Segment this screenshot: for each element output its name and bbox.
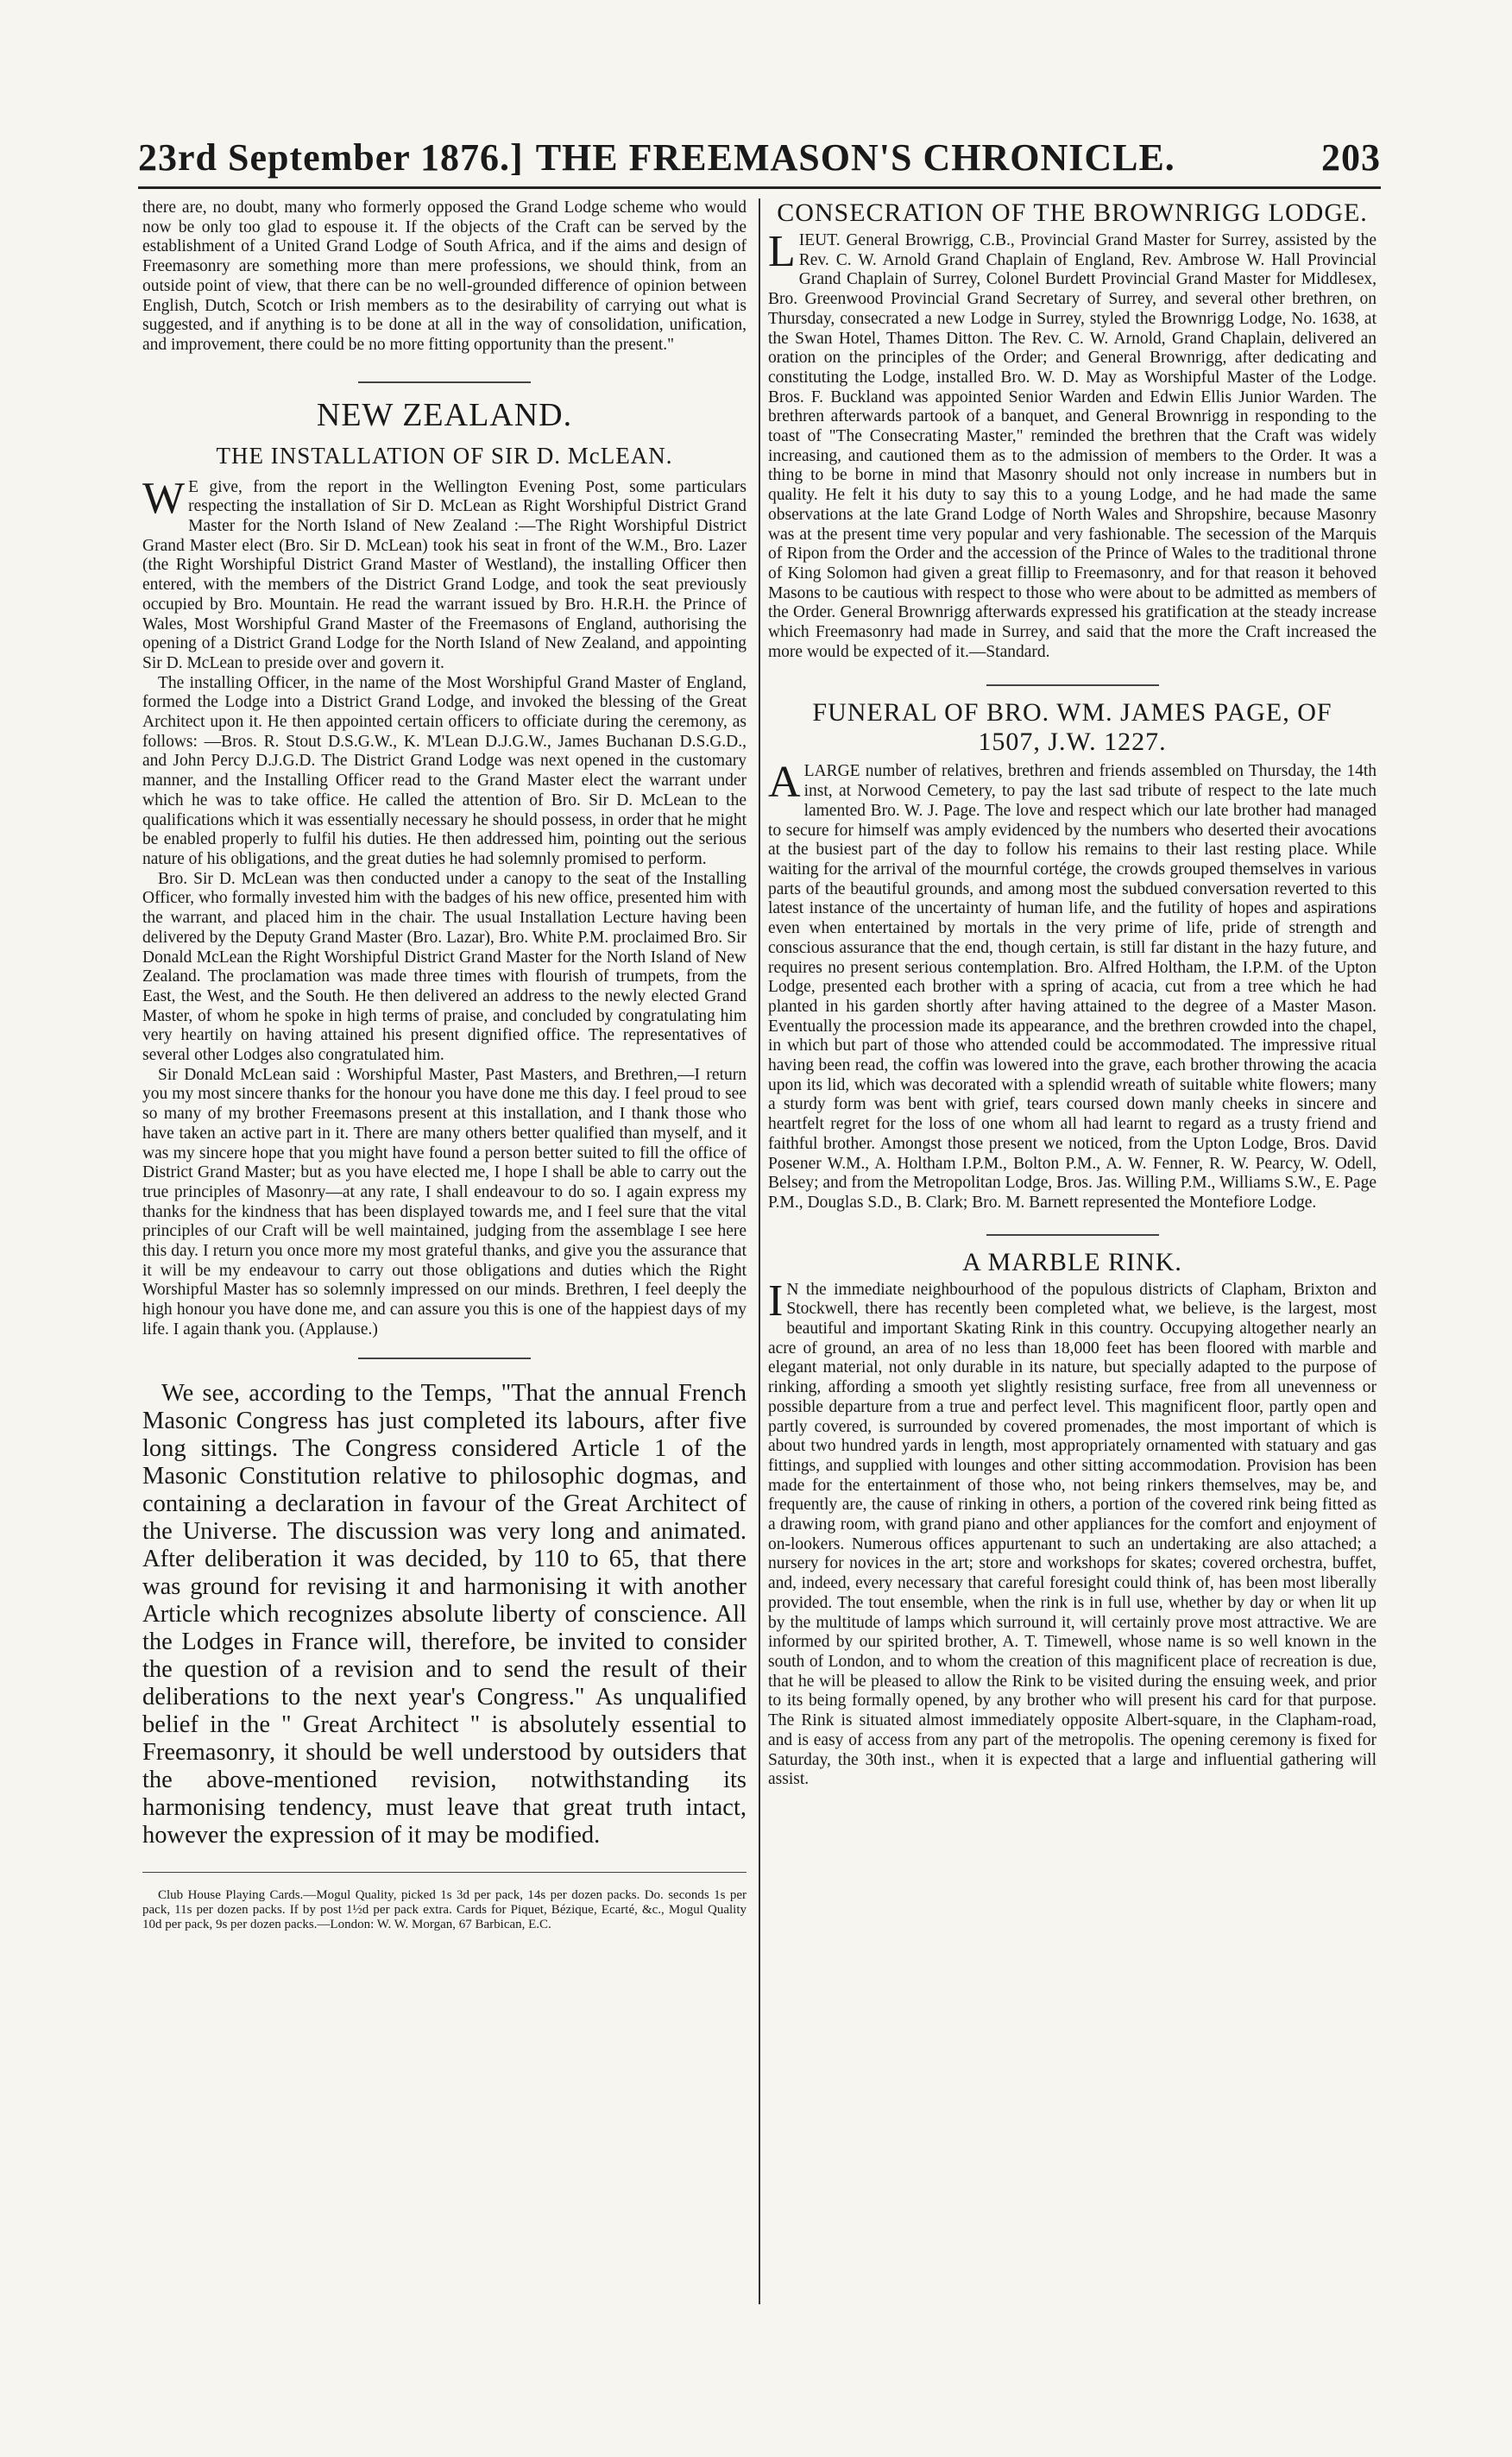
header-title: THE FREEMASON'S CHRONICLE. [535,136,1175,179]
consecration-heading: CONSECRATION OF THE BROWNRIGG LODGE. [777,198,1368,227]
dropcap-i: I [768,1276,784,1326]
header-rule [138,186,1381,189]
funeral-heading [768,698,1377,757]
nz-paragraph-4: Sir Donald McLean said : Worshipful Master, Past Masters, and Brethren,—I return you my most sincere thanks for the honour you have done me this day. I feel proud to see so many of my brother Freemasons present at this installation, and I thank those who have taken an active part in it. There are many others better qualified than myself, and it was my sincere hope that you might have found a person better suited to fill the office of District Grand Master; but as you have elected me, I hope I shall be able to carry out the true principles of Masonry—at any rate, I shall endeavour to do so. I again express my thanks for the kindness that has been displayed towards me, and I feel sure that the vital principles of our Craft will be well maintained, judging from the assemblage I see here this day. I return you once more my most grateful thanks, and give you the assurance that it will be my endeavour to carry out those obligations and duties which the Right Worshipful Master has so solemnly impressed on our minds. Brethren, I feel deeply the high honour you have done me, and can assure you this is one of the happiest days of my life. I again thank you. (Applause.) [142,1065,747,1339]
page-header [138,128,1381,180]
consecration-paragraph: LIEUT. General Browrigg, C.B., Provincial Grand Master for Surrey, assisted by the Rev. C. W. Arnold Grand Chaplain of England, Rev. Ambrose W. Hall Provincial Grand Chaplain of Surrey, Colonel Burdett Provincial Grand Master for Middlesex, Bro. Greenwood Provincial Grand Secretary of Surrey, and several other brethren, on Thursday, consecrated a new Lodge in Surrey, styled the Brownrigg Lodge, No. 1638, at the Swan Hotel, Thames Ditton. The Rev. C. W. Arnold, Grand Chaplain, delivered an oration on the principles of the Order; and General Brownrigg, after dedicating and constituting the Lodge, installed Bro. W. D. May as Worshipful Master of the Lodge. Bros. F. Buckland was appointed Senior Warden and Edwin Ellis Junior Warden. The brethren afterwards partook of a banquet, and General Brownrigg in responding to the toast of "The Consecrating Master," reminded the brethren that the Craft was widely increasing, and cautioned them as to the admission of members to the Order. It was a thing to be borne in mind that Masonry should not only increase in numbers but in quality. He felt it his duty to say this to a young Lodge, and he had made the same observations at the late Grand Lodge of North Wales and Shropshire, because Masonry was at the present time very popular and very fashionable. The secession of the Marquis of Ripon from the Order and the accession of the Prince of Wales to the traditional throne of King Solomon had given a great fillip to Freemasonry, and for that reason it behoved Masons to be cautious with respect to those who were about to be admitted as members of the Order. General Brownrigg afterwards expressed his gratification at the steady increase which Freemasonry had made in Surrey, and said that the more the Craft increased the more would be expected of it.—Standard. [768,227,1377,661]
page-number: 203 [1321,136,1381,179]
advertisement [142,1888,747,1932]
marble-rink-heading: A MARBLE RINK. [962,1247,1182,1276]
installation-subheading: THE INSTALLATION OF SIR D. McLEAN. [216,442,673,469]
temps-article [142,1380,747,1849]
funeral-heading-line-1: FUNERAL OF BRO. WM. JAMES PAGE, OF [812,698,1332,728]
left-column [142,198,747,1932]
funeral-heading-line-2: 1507, J.W. 1227. [978,728,1167,757]
right-column [768,198,1377,1790]
funeral-paragraph: ALARGE number of relatives, brethren and friends assembled on Thursday, the 14th inst, at Norwood Cemetery, to pay the last sad tribute of respect to the late much lamented Bro. W. J. Page. The love and respect which our late brother had managed to secure for himself was amply evidenced by the numbers who deserted their avocations at the busiest part of the day to follow his remains to their last resting place. While waiting for the arrival of the mournful cortége, the crowds grouped themselves in various parts of the beautiful grounds, and among most the subdued conversation reverted to this latest instance of the uncertainty of human life, and the futility of hopes and aspirations even when entertained by mortals in the very prime of life, pride of strength and conscious assurance that the end, though certain, is still far distant in the hazy future, and requires no present serious contemplation. Bro. Alfred Holtham, the I.P.M. of the Upton Lodge, presented each brother with a spring of acacia, cut from a tree which he had planted in his garden shortly after having attained to the degree of a Master Mason. Eventually the procession made its appearance, and the brethren crowded into the chapel, in which but part of those who attended could be accommodated. The impressive ritual having been read, the coffin was lowered into the grave, each brother throwing the acacia upon its lid, which was decorated with a splendid wreath of suitable white flowers; many a sturdy form was bent with grief, tears coursed down manly cheeks in sincere and heartfelt regret for the loss of one whom all had learnt to regard as a trusty friend and faithful brother. Amongst those present we noticed, from the Upton Lodge, Bros. David Posener W.M., A. Holtham I.P.M., Bolton P.M., A. W. Fenner, R. W. Pearcy, W. Odell, Belsey; and from the Metropolitan Lodge, Bros. Jas. Willing P.M., Williams S.W., E. Page P.M., Douglas S.D., B. Clark; Bro. M. Barnett represented the Montefiore Lodge. [768,758,1377,1212]
dropcap-l: L [768,227,796,276]
header-date: 23rd September 1876.] [138,136,524,179]
dropcap-a: A [768,758,801,808]
nz-paragraph-2: The installing Officer, in the name of the Most Worshipful Grand Master of England, formed the Lodge into a District Grand Lodge, and invoked the blessing of the Great Architect upon it. He then appointed certain officers to officiate during the ceremony, as follows: —Bros. R. Stout D.S.G.W., K. M'Lean D.J.G.W., James Buchanan D.S.G.D., and John Percy D.J.G.D. The District Grand Lodge was next opened in the customary manner, and the Installing Officer read to the Grand Master elect the warrant under which he was to take office. He called the attention of Bro. Sir D. McLean to the qualifications which it was essentially necessary he should possess, in order that he might be enabled properly to fulfil his duties. He then addressed him, pointing out the serious nature of his obligations, and the great duties he had solemnly promised to perform. [142,673,747,868]
new-zealand-heading: NEW ZEALAND. [316,396,573,433]
intro-paragraph: there are, no doubt, many who formerly opposed the Grand Lodge scheme who would now be only too glad to espouse it. If the objects of the Craft can be served by the establishment of a United Grand Lodge of South Africa, and if the aims and design of Freemasonry are something more than mere professions, we should think, from an outside point of view, that there can be no well-grounded difference of opinion between English, Dutch, Scotch or Irish members as to the desirability of carrying out what is suggested, and if anything is to be done at all in the way of consolidation, unification, and improvement, there could be no more fitting opportunity than the present." [142,198,747,354]
nz-paragraph-1: W E give, from the report in the Wellington Evening Post, some particulars respecting the installation of Sir D. McLean as Right Worshipful District Grand Master for the North Island of New Zealand :—The Right Worshipful District Grand Master elect (Bro. Sir D. McLean) took his seat in front of the W.M., Bro. Lazer (the Right Worshipful District Grand Master of Westland), the installing Officer then entered, with the members of the District Grand Lodge, and took the seat previously occupied by Bro. Mountain. He read the warrant issued by Bro. H.R.H. the Prince of Wales, Most Worshipful Grand Master of the Freemasons of England, authorising the opening of a District Grand Lodge for the North Island of New Zealand, and appointing Sir D. McLean to preside over and govern it. [142,473,747,672]
dropcap-w: W [142,473,186,523]
marble-rink-paragraph: I N the immediate neighbourhood of the populous districts of Clapham, Brixton and Stockwell, there has recently been completed what, we believe, is the largest, most beautiful and important Skating Rink in this country. Occupying altogether nearly an acre of ground, an area of no less than 18,000 feet has been floored with marble and elegant material, not only durable in its nature, but specially adapted to the purpose of rinking, affording a smooth yet slightly resisting surface, free from all unevenness or possible departure from a true and perfect level. This magnificent floor, partly open and partly covered, is surrounded by covered promenades, the most important of which is about two hundred yards in length, most appropriately ornamented with statuary and gas fittings, and supplied with lounges and other sitting accommodation. Provision has been made for the entertainment of those who, not being rinkers themselves, may be, and frequently are, the cause of rinking in others, a portion of the covered rink being fitted as a drawing room, with grand piano and other appliances for the comfort and enjoyment of on-lookers. Numerous offices appurtenant to such an undertaking are also attached; a nursery for novices in the art; store and workshops for skates; covered orchestra, buffet, and, indeed, every necessary that careful foresight could think of, has been most liberally provided. The tout ensemble, when the rink is in full use, whether by day or when lit up by the multitude of lamps which surround it, will certainly prove most attractive. We are informed by our spirited brother, A. T. Timewell, whose name is so well known in the south of London, and to whom the creation of this magnificent place of recreation is due, that he will be pleased to allow the Rink to be visited during the ensuing week, and prior to its being formally opened, by any brother who will present his card for that purpose. The Rink is situated almost immediately opposite Albert-square, in the Clapham-road, and is easy of access from any part of the metropolis. The opening ceremony is fixed for Saturday, the 30th inst., when it is expected that a large and influential gathering will assist. [768,1276,1377,1789]
temps-paragraph: We see, according to the Temps, "That the annual French Masonic Congress has just completed its labours, after five long sittings. The Congress considered Article 1 of the Masonic Constitution relative to philosophic dogmas, and containing a declaration in favour of the Great Architect of the Universe. The discussion was very long and animated. After deliberation it was decided, by 110 to 65, that there was ground for revising it and harmonising it with another Article which recognizes absolute liberty of conscience. All the Lodges in France will, therefore, be invited to consider the question of a revision and to send the result of their deliberations to the next year's Congress." As unqualified belief in the " Great Architect " is absolutely essential to Freemasonry, it should be well understood by outsiders that the above-mentioned revision, notwithstanding its harmonising tendency, must leave that great truth intact, however the expression of it may be modified. [142,1379,747,1849]
column-divider [759,198,760,2304]
nz-paragraph-3: Bro. Sir D. McLean was then conducted under a canopy to the seat of the Installing Officer, who formally invested him with the badges of his new office, presented him with the warrant, and placed him in the chair. The usual Installation Lecture having been delivered by the Deputy Grand Master (Bro. Lazar), Bro. White P.M. proclaimed Bro. Sir Donald McLean the Right Worshipful District Grand Master for the North Island of New Zealand. The proclamation was made three times with flourish of trumpets, from the East, the West, and the South. He then delivered an address to the newly elected Grand Master, of whom he spoke in high terms of praise, and concluded by congratulating him very heartily on having attained his present dignified office. The representatives of several other Lodges also congratulated him. [142,869,747,1065]
advert-text: Club House Playing Cards.—Mogul Quality, picked 1s 3d per pack, 14s per dozen packs. Do. seconds 1s per pack, 11s per dozen packs. If by post 1½d per pack extra. Cards for Piquet, Bézique, Ecarté, &c., Mogul Quality 10d per pack, 9s per dozen packs.—London: W. W. Morgan, 67 Barbican, E.C. [142,1888,747,1932]
